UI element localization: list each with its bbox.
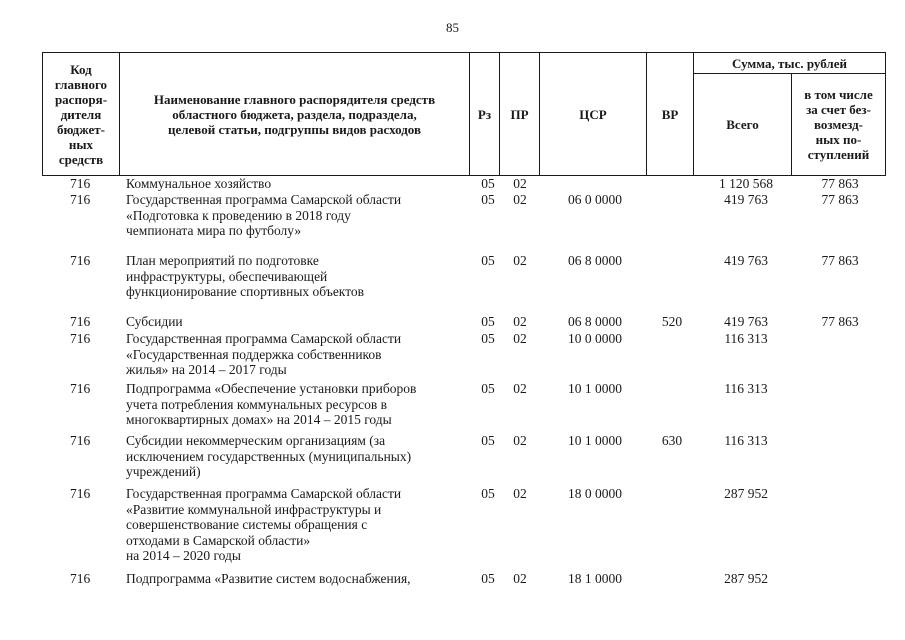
row-rz: 05 — [481, 314, 495, 329]
row-vr: 520 — [661, 314, 683, 329]
row-rz: 05 — [481, 331, 495, 346]
row-code: 716 — [70, 381, 91, 396]
row-pr: 02 — [513, 176, 527, 191]
row-free: 77 863 — [821, 253, 859, 268]
row-pr: 02 — [513, 433, 527, 448]
row-name: Субсидии — [126, 314, 183, 329]
row-pr: 02 — [513, 571, 527, 586]
row-code: 716 — [70, 433, 91, 448]
row-free: 77 863 — [821, 192, 859, 207]
row-code: 716 — [70, 176, 91, 191]
row-free: 77 863 — [821, 176, 859, 191]
row-code: 716 — [70, 486, 91, 501]
row-name: Коммунальное хозяйство — [126, 176, 272, 191]
header-name: Наименование главного распорядителя средств областного бюджета, раздела, подраздела, целевой статьи, подгруппы видов расходов — [119, 52, 470, 176]
row-csr: 18 1 0000 — [568, 571, 622, 586]
row-total: 419 763 — [724, 253, 768, 268]
row-name: План мероприятий по подготовке инфраструктуры, обеспечивающей функционирование спортивных объектов — [126, 253, 365, 299]
row-csr: 10 0 0000 — [568, 331, 622, 346]
header-pr: ПР — [499, 52, 540, 176]
row-total: 419 763 — [724, 314, 768, 329]
row-pr: 02 — [513, 192, 527, 207]
row-csr: 06 8 0000 — [568, 314, 622, 329]
row-pr: 02 — [513, 253, 527, 268]
row-free: 77 863 — [821, 314, 859, 329]
row-code: 716 — [70, 192, 91, 207]
row-csr: 10 1 0000 — [568, 381, 622, 396]
row-total: 1 120 568 — [719, 176, 773, 191]
row-rz: 05 — [481, 486, 495, 501]
row-code: 716 — [70, 253, 91, 268]
row-total: 287 952 — [724, 486, 768, 501]
page-number: 85 — [446, 20, 459, 35]
header-vr: ВР — [646, 52, 694, 176]
row-rz: 05 — [481, 433, 495, 448]
row-code: 716 — [70, 571, 91, 586]
row-vr: 630 — [661, 433, 683, 448]
header-rz: Рз — [469, 52, 500, 176]
row-name: Подпрограмма «Обеспечение установки приборов учета потребления коммунальных ресурсов в многоквартирных домах» на 2014 – 2015 годы — [126, 381, 417, 427]
header-code: Код главного распоря- дителя бюджет- ных средств — [42, 52, 120, 176]
row-csr: 06 0 0000 — [568, 192, 622, 207]
table-header — [42, 52, 886, 176]
header-free: в том числе за счет без- возмезд- ных по- ступлений — [791, 73, 886, 176]
row-code: 716 — [70, 331, 91, 346]
row-total: 116 313 — [724, 433, 768, 448]
row-name: Подпрограмма «Развитие систем водоснабжения, — [126, 571, 411, 586]
row-rz: 05 — [481, 381, 495, 396]
row-total: 116 313 — [724, 331, 768, 346]
row-pr: 02 — [513, 331, 527, 346]
row-total: 287 952 — [724, 571, 768, 586]
row-pr: 02 — [513, 486, 527, 501]
row-csr: 10 1 0000 — [568, 433, 622, 448]
row-pr: 02 — [513, 381, 527, 396]
row-rz: 05 — [481, 253, 495, 268]
header-total: Всего — [693, 73, 792, 176]
row-code: 716 — [70, 314, 91, 329]
row-total: 116 313 — [724, 381, 768, 396]
header-sum-group: Сумма, тыс. рублей — [693, 52, 886, 74]
row-csr: 06 8 0000 — [568, 253, 622, 268]
header-csr: ЦСР — [539, 52, 647, 176]
row-rz: 05 — [481, 192, 495, 207]
row-total: 419 763 — [724, 192, 768, 207]
row-name: Государственная программа Самарской области «Подготовка к проведению в 2018 году чемпионата мира по футболу» — [126, 192, 402, 238]
row-rz: 05 — [481, 571, 495, 586]
row-name: Государственная программа Самарской области «Государственная поддержка собственников жилья» на 2014 – 2017 годы — [126, 331, 402, 377]
row-rz: 05 — [481, 176, 495, 191]
row-name: Субсидии некоммерческим организациям (за исключением государственных (муниципальных) учреждений) — [126, 433, 412, 479]
row-csr: 18 0 0000 — [568, 486, 622, 501]
row-pr: 02 — [513, 314, 527, 329]
row-name: Государственная программа Самарской области «Развитие коммунальной инфраструктуры и совершенствование системы обращения с отходами в Самарской области» на 2014 – 2020 годы — [126, 486, 402, 563]
